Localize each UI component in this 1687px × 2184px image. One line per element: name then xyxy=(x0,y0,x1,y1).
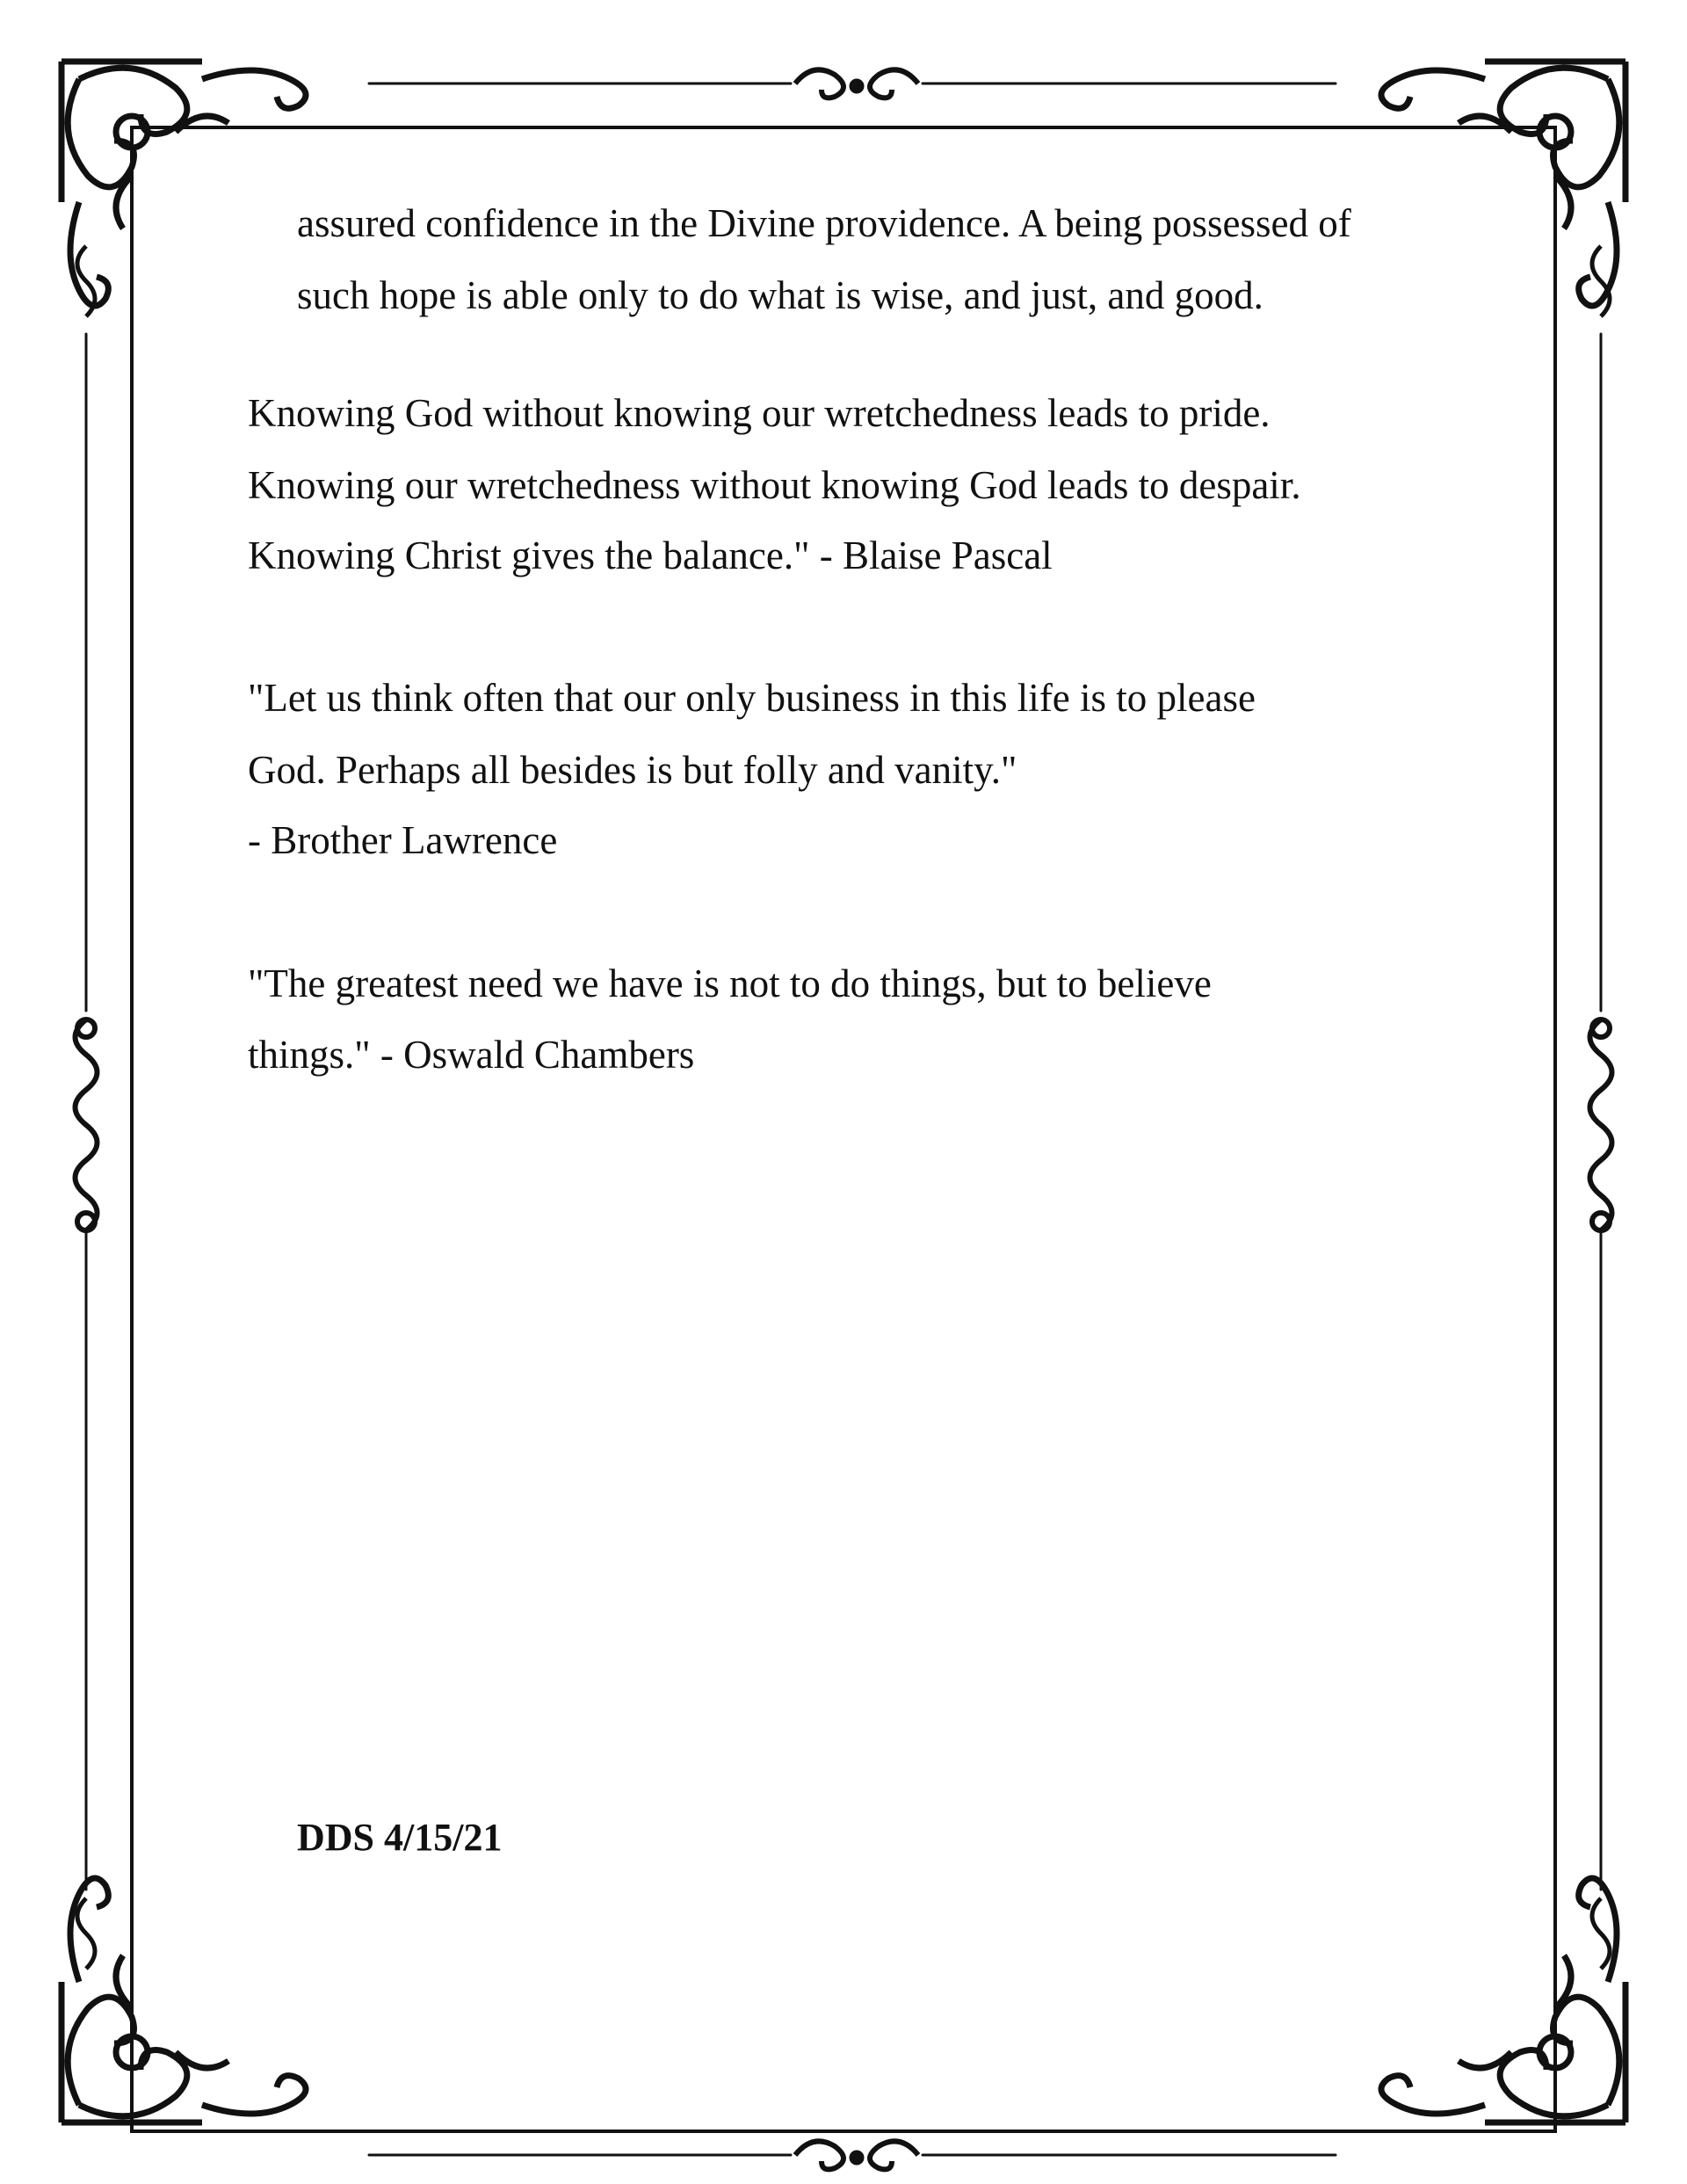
lawrence-attribution: - Brother Lawrence xyxy=(248,818,558,862)
pascal-quote-line: Knowing God without knowing our wretchedness leads to pride. xyxy=(248,391,1271,435)
lawrence-quote-line: "Let us think often that our only business in this life is to please xyxy=(248,676,1256,720)
pascal-quote-line: Knowing our wretchedness without knowing God leads to despair. xyxy=(248,463,1301,507)
pascal-quote-line: Knowing Christ gives the balance." - Blaise Pascal xyxy=(248,533,1053,577)
passage-line: assured confidence in the Divine providence. A being possessed of xyxy=(297,201,1351,245)
chambers-quote-line: "The greatest need we have is not to do things, but to believe xyxy=(248,961,1212,1005)
chambers-quote-line: things." - Oswald Chambers xyxy=(248,1033,695,1077)
lawrence-quote-line: God. Perhaps all besides is but folly and vanity." xyxy=(248,748,1017,792)
passage-line: such hope is able only to do what is wise, and just, and good. xyxy=(297,273,1263,317)
signature-date: DDS 4/15/21 xyxy=(297,1816,503,1859)
